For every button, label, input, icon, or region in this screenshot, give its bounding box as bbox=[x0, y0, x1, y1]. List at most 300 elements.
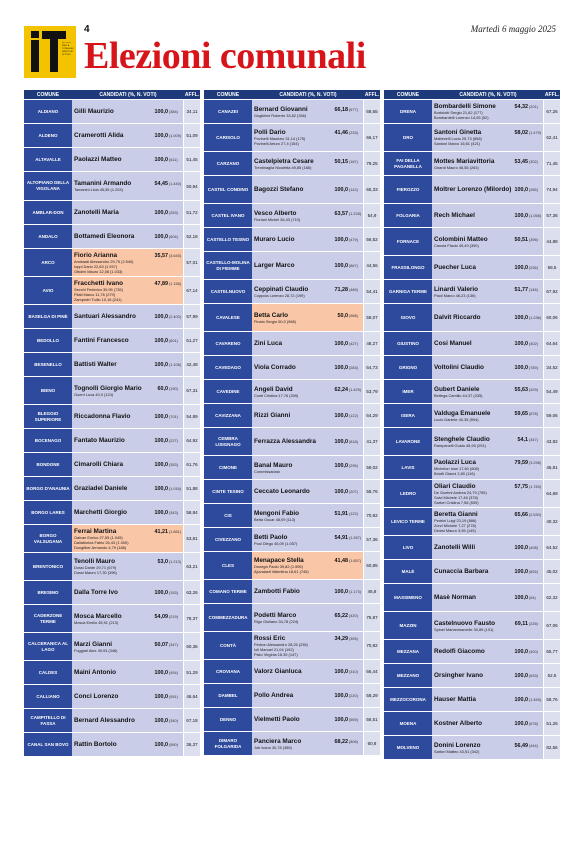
winner-votes: (1.213) bbox=[169, 560, 182, 564]
winner-percent: 34,29 bbox=[334, 635, 348, 642]
table-row bbox=[384, 584, 560, 612]
turnout-value: 46,64 bbox=[184, 685, 200, 708]
winner-name: Pollo Andrea bbox=[254, 692, 294, 699]
winner-votes: (420) bbox=[349, 613, 358, 618]
winner-name: Cimarolli Chiara bbox=[74, 461, 124, 468]
turnout-value: 58,29 bbox=[364, 684, 380, 707]
comune-name: CARISOLO bbox=[204, 124, 252, 151]
table-row bbox=[384, 664, 560, 688]
candidates-cell bbox=[72, 733, 184, 756]
winner-votes: (968) bbox=[349, 313, 358, 318]
other-candidate: Pedrini Luigi 23,19 (886) bbox=[434, 517, 477, 523]
header-candidati: CANDIDATI (%, N. VOTI) bbox=[279, 91, 337, 98]
winner-name: Polli Dario bbox=[254, 129, 286, 136]
header-comune: COMUNE bbox=[216, 91, 240, 98]
table-row bbox=[384, 356, 560, 380]
newspaper-logo: ISTITUTO PER LA TUTELA DEI DIRITTI DEI LETTORI bbox=[24, 26, 76, 78]
winner-votes: (265) bbox=[529, 188, 538, 192]
table-row bbox=[24, 501, 200, 525]
candidates-cell bbox=[432, 404, 544, 427]
table-row bbox=[204, 580, 380, 604]
comune-name: LEVICO TERME bbox=[384, 508, 432, 535]
winner-votes: (302) bbox=[529, 159, 538, 164]
turnout-value: 40,32 bbox=[544, 508, 560, 535]
table-row bbox=[204, 332, 380, 356]
table-row bbox=[204, 204, 380, 228]
candidates-cell bbox=[432, 228, 544, 255]
comune-name: CADERZONE TERME bbox=[24, 605, 72, 632]
comune-name: AVIO bbox=[24, 277, 72, 304]
table-row bbox=[24, 225, 200, 249]
comune-name: DIMARO FOLGARIDA bbox=[204, 732, 252, 755]
winner-percent: 100,0 bbox=[514, 673, 528, 679]
other-candidate: Santoni Marco 16,61 (421) bbox=[434, 141, 481, 146]
winner-votes: (408) bbox=[529, 546, 538, 550]
winner-name: Podetti Marco bbox=[254, 611, 297, 619]
winner-name: Santoni Ginetta bbox=[434, 129, 482, 136]
comune-name: MOENA bbox=[384, 712, 432, 735]
candidates-cell bbox=[252, 124, 364, 151]
comune-name: LEDRO bbox=[384, 480, 432, 507]
table-row bbox=[384, 332, 560, 356]
winner-percent: 100,0 bbox=[154, 510, 168, 516]
other-candidate: Secchi Federico 30,95 (735) bbox=[74, 286, 123, 292]
candidates-cell bbox=[252, 100, 364, 123]
results-columns bbox=[24, 90, 560, 760]
winner-name: Puecher Luca bbox=[434, 264, 476, 271]
comune-name: BIENO bbox=[24, 377, 72, 404]
other-candidate: De Guelmi Andrea 24,79 (755) bbox=[434, 489, 487, 495]
table-row bbox=[384, 404, 560, 428]
table-row bbox=[384, 736, 560, 760]
other-candidate: Girardi Mauro 46,55 (263) bbox=[434, 164, 479, 170]
winner-votes: (1.108) bbox=[169, 363, 182, 367]
comune-name: CIVEZZANO bbox=[204, 528, 252, 551]
table-row bbox=[384, 456, 560, 480]
comune-name: CAVEDAGO bbox=[204, 356, 252, 379]
comune-name: CANAZEI bbox=[204, 100, 252, 123]
table-row bbox=[204, 228, 380, 252]
table-row bbox=[24, 377, 200, 405]
table-row bbox=[24, 525, 200, 553]
table-row bbox=[24, 453, 200, 477]
turnout-value: 64,29 bbox=[364, 404, 380, 427]
table-row bbox=[384, 304, 560, 332]
other-candidate: Conti Cristina 17,76 (309) bbox=[254, 392, 299, 398]
winner-votes: (1.783) bbox=[529, 484, 542, 489]
turnout-value: 59,06 bbox=[544, 404, 560, 427]
candidates-cell bbox=[252, 456, 364, 479]
winner-percent: 100,0 bbox=[154, 670, 168, 676]
comune-name: CASTEL CONDINO bbox=[204, 176, 252, 203]
turnout-value: 67,92 bbox=[544, 280, 560, 303]
winner-percent: 68,22 bbox=[334, 738, 348, 745]
candidates-cell bbox=[252, 176, 364, 203]
turnout-value: 82,56 bbox=[544, 736, 560, 759]
comune-name: GIUSTINO bbox=[384, 332, 432, 355]
winner-percent: 50,0 bbox=[337, 312, 348, 319]
winner-percent: 100,0 bbox=[154, 742, 168, 748]
winner-percent: 100,0 bbox=[514, 265, 528, 271]
table-row bbox=[384, 204, 560, 228]
candidates-cell bbox=[432, 332, 544, 355]
turnout-value: 79,25 bbox=[364, 152, 380, 175]
turnout-value: 65,33 bbox=[364, 176, 380, 203]
candidates-cell bbox=[72, 453, 184, 476]
table-row bbox=[24, 477, 200, 501]
winner-votes: (1.158) bbox=[169, 281, 182, 286]
winner-percent: 63,57 bbox=[334, 210, 348, 217]
table-row bbox=[204, 480, 380, 504]
comune-name: CAVEDINE bbox=[204, 380, 252, 403]
candidates-cell bbox=[432, 280, 544, 303]
comune-name: BEDOLLO bbox=[24, 329, 72, 352]
winner-percent: 100,0 bbox=[154, 694, 168, 700]
turnout-value: 45,02 bbox=[544, 560, 560, 583]
comune-name: CASTELLO TESINO bbox=[204, 228, 252, 251]
other-candidate: Coppola Lorenzo 28,72 (199) bbox=[254, 292, 305, 298]
winner-name: Fracchetti Ivano bbox=[74, 279, 124, 287]
winner-name: Castelnuovo Fausto bbox=[434, 619, 496, 627]
winner-percent: 100,0 bbox=[334, 413, 348, 419]
turnout-value: 48,27 bbox=[364, 332, 380, 355]
winner-percent: 100,0 bbox=[514, 697, 528, 703]
winner-percent: 100,0 bbox=[154, 362, 168, 368]
winner-percent: 58,02 bbox=[514, 130, 528, 136]
candidates-cell bbox=[432, 584, 544, 611]
winner-name: Rizzi Gianni bbox=[254, 412, 291, 419]
other-candidate: Ottolini Mauro 12,08 (1.033) bbox=[74, 268, 123, 274]
candidates-cell bbox=[252, 252, 364, 279]
turnout-value: 41,37 bbox=[364, 428, 380, 455]
other-candidate: Rampanelli Guido 45,95 (291) bbox=[434, 442, 486, 448]
winner-votes: (1.016) bbox=[169, 487, 182, 491]
winner-name: Oliari Claudio bbox=[434, 482, 476, 490]
winner-votes: (818) bbox=[349, 440, 358, 444]
table-row bbox=[384, 536, 560, 560]
winner-name: Masè Norman bbox=[434, 594, 476, 601]
table-row bbox=[204, 252, 380, 280]
winner-percent: 47,89 bbox=[154, 280, 168, 287]
winner-votes: (402) bbox=[529, 342, 538, 346]
winner-votes: (347) bbox=[169, 642, 178, 647]
winner-votes: (395) bbox=[349, 636, 358, 641]
candidates-cell bbox=[72, 148, 184, 171]
winner-votes: (340) bbox=[169, 719, 178, 723]
winner-percent: 100,0 bbox=[154, 590, 168, 596]
table-row bbox=[24, 201, 200, 225]
table-row bbox=[24, 277, 200, 305]
other-candidate: Spinel Marianmarcelle 30,89 (101) bbox=[434, 626, 494, 632]
turnout-value: 56,51 bbox=[364, 708, 380, 731]
comune-name: AMBLAR-DON bbox=[24, 201, 72, 224]
winner-percent: 54,1 bbox=[517, 436, 528, 443]
turnout-value: 64,64 bbox=[544, 332, 560, 355]
winner-percent: 62,24 bbox=[334, 386, 348, 393]
comune-name: BRESIMO bbox=[24, 581, 72, 604]
candidates-cell bbox=[252, 428, 364, 455]
winner-percent: 79,59 bbox=[514, 460, 528, 466]
turnout-value: 63,26 bbox=[184, 581, 200, 604]
candidates-cell bbox=[432, 380, 544, 403]
candidates-cell bbox=[72, 225, 184, 248]
other-candidate: Betta Oscar 48,09 (113) bbox=[254, 516, 296, 522]
other-candidate: Paoli Marco 48,23 (136) bbox=[434, 292, 476, 298]
candidates-cell bbox=[72, 124, 184, 147]
winner-votes: (429) bbox=[529, 387, 538, 392]
table-row bbox=[24, 661, 200, 685]
turnout-value: 50,94 bbox=[184, 172, 200, 200]
candidates-cell bbox=[252, 332, 364, 355]
other-candidate: Tamanini Licia 45,55 (1.203) bbox=[74, 187, 123, 192]
turnout-value: 63,21 bbox=[184, 553, 200, 580]
other-candidate: Ioppi Dario 22,63 (1.937) bbox=[74, 263, 118, 269]
candidates-cell bbox=[252, 380, 364, 403]
comune-name: MALÈ bbox=[384, 560, 432, 583]
comune-name: BOCENAGO bbox=[24, 429, 72, 452]
table-row bbox=[204, 152, 380, 176]
comune-name: ARCO bbox=[24, 249, 72, 276]
winner-percent: 53,45 bbox=[514, 158, 528, 165]
results-column bbox=[384, 90, 560, 760]
table-row bbox=[24, 709, 200, 733]
comune-name: CAMPITELLO DI FASSA bbox=[24, 709, 72, 732]
winner-percent: 100,0 bbox=[514, 721, 528, 727]
winner-percent: 100,0 bbox=[334, 365, 348, 371]
turnout-value: 51,26 bbox=[544, 712, 560, 735]
winner-votes: (826) bbox=[529, 570, 538, 574]
comune-name: FAI DELLA PAGANELLA bbox=[384, 152, 432, 175]
table-row bbox=[204, 380, 380, 404]
winner-name: Conci Lorenzo bbox=[74, 693, 119, 700]
winner-name: Angeli David bbox=[254, 385, 293, 393]
candidates-cell bbox=[252, 356, 364, 379]
candidates-cell bbox=[72, 305, 184, 328]
comune-name: FORNACE bbox=[384, 228, 432, 255]
comune-name: BORGO VALSUGANA bbox=[24, 525, 72, 552]
candidates-cell bbox=[432, 304, 544, 331]
other-candidate: Salvi Michele 17,46 (378) bbox=[434, 494, 478, 500]
winner-name: Rossi Eric bbox=[254, 634, 286, 642]
winner-votes: (867) bbox=[349, 264, 358, 268]
turnout-value: 67,26 bbox=[544, 100, 560, 123]
winner-name: Santuari Alessandro bbox=[74, 313, 136, 320]
winner-name: Linardi Valerio bbox=[434, 285, 479, 293]
winner-votes: (878) bbox=[529, 411, 538, 416]
turnout-value: 67,18 bbox=[184, 709, 200, 732]
table-row bbox=[204, 428, 380, 456]
turnout-value: 57,99 bbox=[184, 305, 200, 328]
winner-votes: (559) bbox=[349, 718, 358, 722]
page-number: 4 bbox=[84, 24, 90, 35]
header-candidati: CANDIDATI (%, N. VOTI) bbox=[459, 91, 517, 98]
turnout-value: 64,68 bbox=[544, 480, 560, 507]
winner-percent: 65,66 bbox=[514, 511, 528, 518]
other-candidate: Ajovalasit Valentina 18,61 (745) bbox=[254, 569, 309, 574]
winner-name: Bombardelli Simone bbox=[434, 103, 496, 110]
turnout-value: 66,17 bbox=[364, 124, 380, 151]
comune-name: FRASSILONGO bbox=[384, 256, 432, 279]
winner-votes: (611) bbox=[169, 158, 178, 162]
winner-name: Fantini Francesco bbox=[74, 337, 129, 344]
comune-name: DENNO bbox=[204, 708, 252, 731]
candidates-cell bbox=[252, 708, 364, 731]
table-row bbox=[24, 305, 200, 329]
comune-name: COMMEZZADURA bbox=[204, 604, 252, 631]
comune-name: CARZANO bbox=[204, 152, 252, 175]
other-candidate: Pedron Alessandro 28,25 (235) bbox=[254, 641, 308, 647]
turnout-value: 74,94 bbox=[544, 176, 560, 203]
table-row bbox=[24, 249, 200, 277]
candidates-cell bbox=[432, 536, 544, 559]
winner-name: Bagozzi Stefano bbox=[254, 186, 304, 193]
winner-name: Cosi Manuel bbox=[434, 340, 472, 347]
table-row bbox=[384, 712, 560, 736]
candidates-cell bbox=[72, 685, 184, 708]
other-candidate: Job Ivano 30,78 (389) bbox=[254, 744, 292, 750]
winner-votes: (122) bbox=[349, 414, 358, 418]
winner-percent: 69,11 bbox=[514, 620, 528, 627]
winner-name: Larger Marco bbox=[254, 262, 295, 269]
winner-votes: (2.400) bbox=[169, 315, 182, 319]
candidates-cell bbox=[72, 172, 184, 200]
comune-name: DRENA bbox=[384, 100, 432, 123]
table-row bbox=[204, 504, 380, 528]
winner-percent: 100,0 bbox=[154, 414, 168, 420]
winner-percent: 66,18 bbox=[334, 106, 348, 113]
table-row bbox=[384, 280, 560, 304]
winner-votes: (167) bbox=[349, 159, 358, 164]
winner-name: Ferrai Martina bbox=[74, 527, 117, 535]
winner-percent: 50,15 bbox=[334, 158, 348, 165]
winner-name: Muraro Lucio bbox=[254, 236, 295, 243]
winner-votes: (396) bbox=[529, 237, 538, 242]
table-row bbox=[384, 508, 560, 536]
winner-votes: (789) bbox=[529, 366, 538, 370]
winner-votes: (701) bbox=[169, 415, 178, 419]
header-comune: COMUNE bbox=[36, 91, 60, 98]
candidates-cell bbox=[432, 640, 544, 663]
winner-votes: (384) bbox=[169, 110, 178, 114]
winner-name: Tenolli Mauro bbox=[74, 558, 116, 565]
winner-name: Betta Carlo bbox=[254, 311, 289, 319]
candidates-cell bbox=[72, 477, 184, 500]
table-row bbox=[204, 732, 380, 756]
other-candidate: Floriani Michel 36,43 (710) bbox=[254, 216, 301, 222]
comune-name: BLEGGIO SUPERIORE bbox=[24, 405, 72, 428]
table-row bbox=[204, 404, 380, 428]
winner-name: Orsingher Ivano bbox=[434, 672, 484, 679]
candidates-cell bbox=[432, 176, 544, 203]
winner-percent: 50,51 bbox=[514, 236, 528, 243]
turnout-value: 51,88 bbox=[184, 477, 200, 500]
winner-name: Panciera Marco bbox=[254, 737, 302, 745]
winner-percent: 100,0 bbox=[514, 595, 528, 601]
winner-percent: 100,0 bbox=[514, 341, 528, 347]
candidates-cell bbox=[252, 552, 364, 579]
turnout-value: 54,9 bbox=[364, 204, 380, 227]
table-row bbox=[24, 353, 200, 377]
turnout-value: 71,45 bbox=[544, 152, 560, 175]
winner-votes: (678) bbox=[529, 722, 538, 726]
table-row bbox=[384, 560, 560, 584]
turnout-value: 62,41 bbox=[544, 124, 560, 151]
winner-percent: 56,49 bbox=[514, 742, 528, 749]
candidates-cell bbox=[432, 456, 544, 479]
turnout-value: 51,45 bbox=[184, 148, 200, 171]
turnout-value: 44,88 bbox=[544, 228, 560, 255]
winner-votes: (633) bbox=[529, 674, 538, 678]
winner-percent: 60,0 bbox=[157, 385, 168, 392]
winner-percent: 100,0 bbox=[334, 669, 348, 675]
turnout-value: 51,72 bbox=[184, 201, 200, 224]
winner-name: Bernard Alessandro bbox=[74, 717, 135, 724]
comune-name: ALDENO bbox=[24, 124, 72, 147]
winner-votes: (951) bbox=[169, 695, 178, 699]
turnout-value: 57,36 bbox=[544, 204, 560, 227]
turnout-value: 59,07 bbox=[364, 304, 380, 331]
candidates-cell bbox=[72, 405, 184, 428]
turnout-value: 46,8 bbox=[364, 580, 380, 603]
turnout-value: 43,82 bbox=[544, 428, 560, 455]
turnout-value: 68,65 bbox=[364, 100, 380, 123]
turnout-value: 51,09 bbox=[184, 124, 200, 147]
comune-name: ALTOPIANO DELLA VIGOLANA bbox=[24, 172, 72, 200]
comune-name: CEMBRA LISIGNAGO bbox=[204, 428, 252, 455]
winner-percent: 71,28 bbox=[334, 286, 348, 293]
turnout-value: 58,84 bbox=[184, 501, 200, 524]
table-row bbox=[204, 708, 380, 732]
winner-name: Vesco Alberto bbox=[254, 209, 297, 217]
table-row bbox=[204, 124, 380, 152]
table-row bbox=[384, 124, 560, 152]
table-row bbox=[384, 380, 560, 404]
page-title: Elezioni comunali bbox=[84, 35, 366, 77]
other-candidate: Donegà Paolo 39,82 (1.595) bbox=[254, 564, 303, 569]
candidates-cell bbox=[72, 581, 184, 604]
winner-votes: (353) bbox=[169, 463, 178, 467]
winner-percent: 100,0 bbox=[334, 439, 348, 445]
table-row bbox=[24, 581, 200, 605]
winner-votes: (343) bbox=[169, 511, 178, 515]
winner-percent: 100,0 bbox=[514, 649, 528, 655]
other-candidate: Guglielmi Roberto 33,82 (346) bbox=[254, 112, 307, 118]
winner-name: Hauser Mattia bbox=[434, 696, 476, 703]
comune-name: CASTEL IVANO bbox=[204, 204, 252, 227]
table-row bbox=[24, 405, 200, 429]
other-candidate: Zorzi Michele 7,27 (278) bbox=[434, 522, 476, 528]
header-candidati: CANDIDATI (%, N. VOTI) bbox=[99, 91, 157, 98]
candidates-cell bbox=[72, 100, 184, 123]
winner-percent: 100,0 bbox=[334, 462, 348, 469]
turnout-value: 42,48 bbox=[184, 353, 200, 376]
winner-name: Dalvit Riccardo bbox=[434, 314, 481, 321]
other-candidate: Michelon Ivan 17,60 (608) bbox=[434, 466, 479, 471]
other-candidate: Dossi Mauro 17,30 (396) bbox=[74, 570, 117, 575]
comune-name: BONDONE bbox=[24, 453, 72, 476]
winner-name: Ferrazza Alessandra bbox=[254, 438, 316, 445]
turnout-value: 54,89 bbox=[184, 405, 200, 428]
winner-votes: (1.429) bbox=[349, 387, 362, 392]
turnout-value: 58,5 bbox=[544, 256, 560, 279]
winner-name: Bernard Giovanni bbox=[254, 105, 308, 113]
winner-percent: 57,75 bbox=[514, 483, 528, 490]
candidates-cell bbox=[252, 404, 364, 427]
candidates-cell bbox=[252, 528, 364, 551]
table-row bbox=[384, 176, 560, 204]
turnout-value: 53,79 bbox=[364, 380, 380, 403]
winner-votes: (1.479) bbox=[529, 131, 542, 135]
